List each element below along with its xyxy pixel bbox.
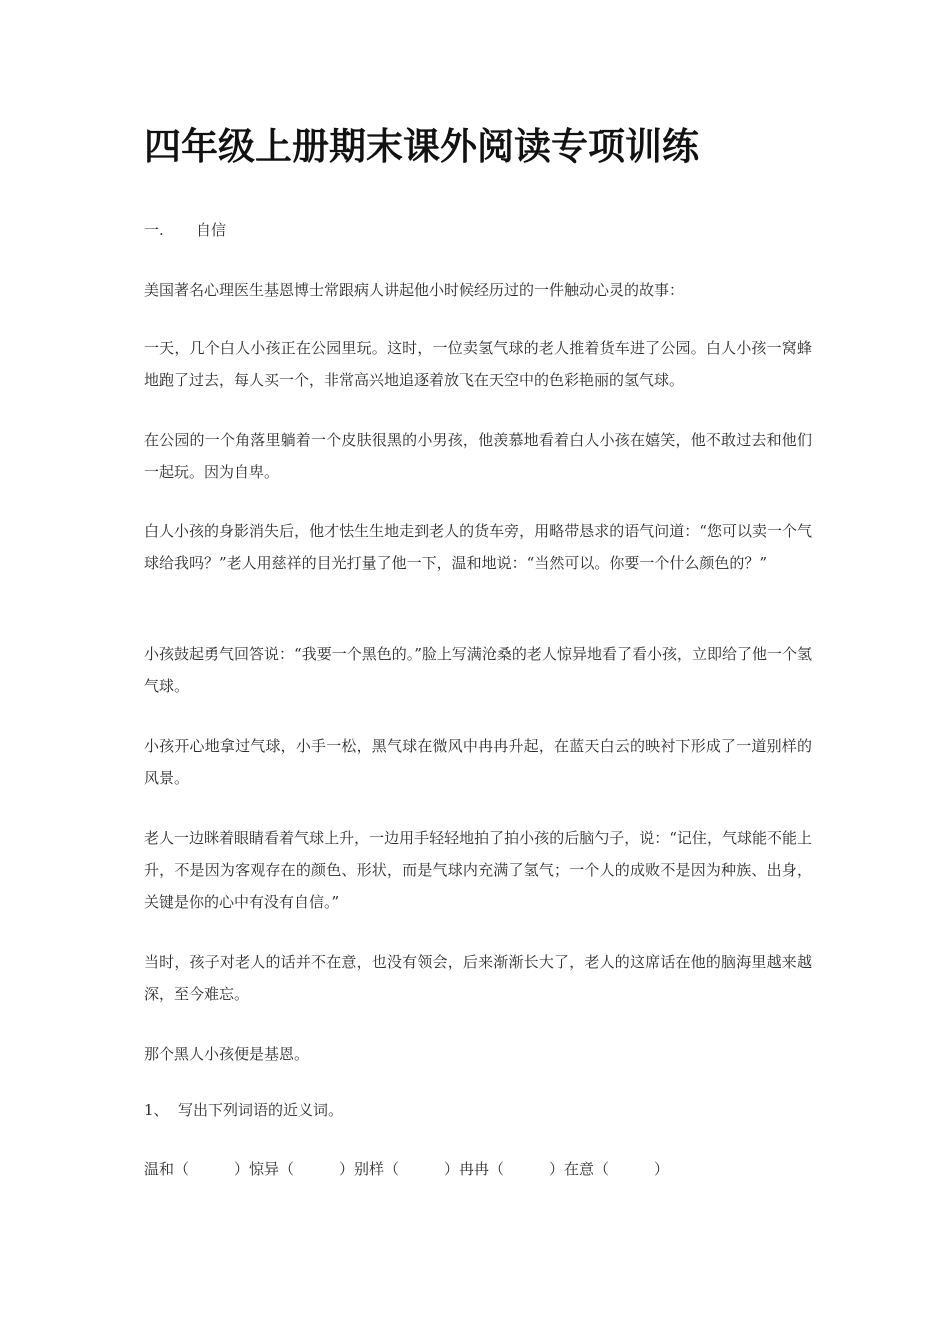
paragraph: 老人一边眯着眼睛看着气球上升，一边用手轻轻地拍了拍小孩的后脑勺子，说：“记住，气球能不能上升，不是因为客观存在的颜色、形状，而是气球内充满了氢气；一个人的成败不是因为种族、出身，关键是你的心中有没有自信。”: [144, 829, 812, 911]
question-1: [144, 1094, 343, 1126]
question-text: 写出下列词语的近义词。: [178, 1101, 344, 1119]
paragraph: 一天，几个白人小孩正在公园里玩。这时，一位卖氢气球的老人推着货车进了公园。白人小孩一窝蜂地跑了过去，每人买一个，非常高兴地追逐着放飞在天空中的色彩艳丽的氢气球。: [144, 339, 812, 389]
paragraph: 小孩开心地拿过气球，小手一松，黑气球在微风中冉冉升起，在蓝天白云的映衬下形成了一道别样的风景。: [144, 737, 812, 787]
paragraph-conclusion: 那个黑人小孩便是基恩。: [144, 1045, 310, 1063]
question-number: 1、: [144, 1101, 169, 1119]
paragraph: 在公园的一个角落里躺着一个皮肤很黑的小男孩，他羡慕地看着白人小孩在嬉笑，他不敢过去和他们一起玩。因为自卑。: [144, 431, 812, 481]
section-number: 一.: [144, 221, 164, 239]
section-heading: [144, 219, 226, 240]
synonym-blanks-line: 温和（ ）惊异（ ）别样（ ）冉冉（ ）在意（ ）: [144, 1160, 670, 1178]
paragraph-intro: 美国著名心理医生基恩博士常跟病人讲起他小时候经历过的一件触动心灵的故事：: [144, 281, 685, 299]
paragraph: 白人小孩的身影消失后，他才怯生生地走到老人的货车旁，用略带恳求的语气问道：“您可以卖一个气球给我吗？”老人用慈祥的目光打量了他一下，温和地说：“当然可以。你要一个什么颜色的？”: [144, 522, 812, 572]
paragraph: 当时，孩子对老人的话并不在意，也没有领会，后来渐渐长大了，老人的这席话在他的脑海里越来越深，至今难忘。: [144, 953, 812, 1003]
section-title: 自信: [196, 221, 227, 239]
paragraph: 小孩鼓起勇气回答说：“我要一个黑色的。”脸上写满沧桑的老人惊异地看了看小孩，立即给了他一个氢气球。: [144, 645, 812, 695]
document-title: 四年级上册期末课外阅读专项训练: [144, 125, 699, 168]
